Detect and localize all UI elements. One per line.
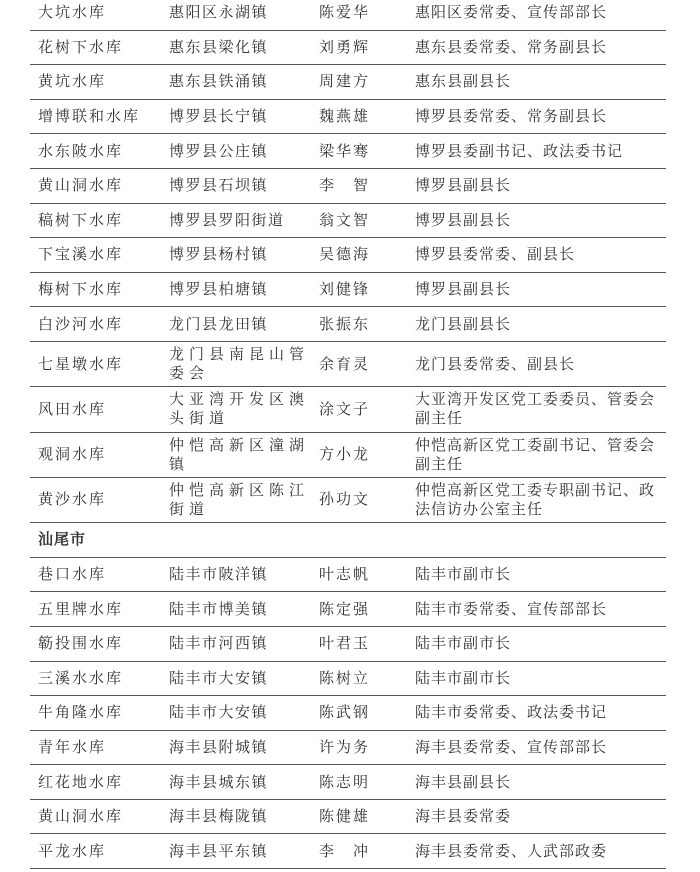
location-cell: 海丰县附城镇: [169, 737, 269, 756]
table-row: [30, 696, 666, 731]
responsible-person-cell: 陈健雄: [319, 807, 371, 826]
reservoir-name-cell: 黄山洞水库: [38, 176, 124, 195]
responsible-person-cell: 魏燕雄: [319, 107, 371, 126]
location-cell: 博罗县公庄镇: [169, 141, 269, 160]
table-row: [30, 800, 666, 835]
table-row: [30, 273, 666, 308]
section-title: 汕尾市: [38, 530, 87, 549]
position-title-cell: 海丰县委常委、宣传部部长: [415, 737, 608, 756]
responsible-person-cell: 叶志帆: [319, 565, 371, 584]
position-title-cell: 陆丰市副市长: [415, 668, 512, 687]
responsible-person-cell: 周建方: [319, 72, 371, 91]
reservoir-name-cell: 青年水库: [38, 737, 107, 756]
position-title-cell: 仲恺高新区党工委专职副书记、政法信访办公室主任: [415, 480, 656, 518]
reservoir-name-cell: 增博联和水库: [38, 107, 141, 126]
reservoir-name-cell: 七星墩水库: [38, 354, 124, 373]
location-cell: 惠东县铁涌镇: [169, 72, 269, 91]
responsible-person-cell: 孙功文: [319, 490, 371, 509]
location-cell: 海丰县平东镇: [169, 841, 269, 860]
location-cell: 博罗县长宁镇: [169, 107, 269, 126]
position-title-cell: 陆丰市副市长: [415, 565, 512, 584]
reservoir-name-cell: 下宝溪水库: [38, 245, 124, 264]
reservoir-name-cell: 五里牌水库: [38, 599, 124, 618]
responsible-person-cell: 翁文智: [319, 210, 371, 229]
reservoir-name-cell: 黄山洞水库: [38, 807, 124, 826]
table-row: [30, 387, 666, 432]
responsible-person-cell: 陈志明: [319, 772, 371, 791]
section-header-row: [30, 523, 666, 558]
location-cell: 惠阳区永湖镇: [169, 3, 269, 22]
position-title-cell: 博罗县委副书记、政法委书记: [415, 141, 624, 160]
reservoir-name-cell: 红花地水库: [38, 772, 124, 791]
location-cell: 海丰县梅陇镇: [169, 807, 269, 826]
table-row: [30, 134, 666, 169]
location-cell: 陆丰市大安镇: [169, 703, 269, 722]
responsible-person-cell: 余育灵: [319, 354, 371, 373]
responsible-person-cell: 刘勇辉: [319, 37, 371, 56]
table-row: [30, 31, 666, 66]
table-row: [30, 592, 666, 627]
table-row: [30, 731, 666, 766]
position-title-cell: 博罗县委常委、副县长: [415, 245, 576, 264]
location-cell: 博罗县柏塘镇: [169, 280, 269, 299]
table-row: [30, 478, 666, 523]
responsible-person-cell: 涂文子: [319, 399, 371, 418]
position-title-cell: 龙门县委常委、副县长: [415, 354, 576, 373]
table-row: [30, 0, 666, 31]
position-title-cell: 海丰县委常委、人武部政委: [415, 841, 608, 860]
position-title-cell: 海丰县委常委: [415, 807, 512, 826]
reservoir-name-cell: 牛角隆水库: [38, 703, 124, 722]
position-title-cell: 惠阳区委常委、宣传部部长: [415, 3, 608, 22]
location-cell: 龙门县南昆山管委会: [169, 345, 310, 383]
responsible-person-cell: 许为务: [319, 737, 371, 756]
position-title-cell: 仲恺高新区党工委副书记、管委会副主任: [415, 435, 656, 473]
location-cell: 陆丰市大安镇: [169, 668, 269, 687]
location-cell: 陆丰市河西镇: [169, 634, 269, 653]
table-row: [30, 662, 666, 697]
reservoir-name-cell: 观洞水库: [38, 445, 107, 464]
reservoir-name-cell: 水东陂水库: [38, 141, 124, 160]
location-cell: 博罗县石坝镇: [169, 176, 269, 195]
responsible-person-cell: 陈树立: [319, 668, 371, 687]
reservoir-name-cell: 稿树下水库: [38, 210, 124, 229]
table-row: [30, 342, 666, 387]
reservoir-name-cell: 簕投围水库: [38, 634, 124, 653]
reservoir-name-cell: 风田水库: [38, 399, 107, 418]
position-title-cell: 大亚湾开发区党工委委员、管委会副主任: [415, 390, 656, 428]
table-row: [30, 238, 666, 273]
table-row: [30, 65, 666, 100]
position-title-cell: 惠东县副县长: [415, 72, 512, 91]
location-cell: 陆丰市博美镇: [169, 599, 269, 618]
table-row: [30, 765, 666, 800]
table-row: [30, 100, 666, 135]
responsible-person-cell: 刘健锋: [319, 280, 371, 299]
location-cell: 大亚湾开发区澳头街道: [169, 390, 310, 428]
table-row: [30, 204, 666, 239]
reservoir-name-cell: 平龙水库: [38, 841, 107, 860]
responsible-person-cell: 叶君玉: [319, 634, 371, 653]
table-row: [30, 834, 666, 869]
responsible-person-cell: 李 冲: [319, 841, 371, 860]
responsible-person-cell: 陈武钢: [319, 703, 371, 722]
table-row: [30, 627, 666, 662]
location-cell: 仲恺高新区潼湖镇: [169, 435, 310, 473]
position-title-cell: 海丰县副县长: [415, 772, 512, 791]
responsible-person-cell: 陈爱华: [319, 3, 371, 22]
position-title-cell: 博罗县委常委、常务副县长: [415, 107, 608, 126]
location-cell: 博罗县杨村镇: [169, 245, 269, 264]
position-title-cell: 陆丰市副市长: [415, 634, 512, 653]
reservoir-name-cell: 黄坑水库: [38, 72, 107, 91]
table-row: [30, 433, 666, 478]
location-cell: 惠东县梁化镇: [169, 37, 269, 56]
reservoir-name-cell: 梅树下水库: [38, 280, 124, 299]
position-title-cell: 陆丰市委常委、宣传部部长: [415, 599, 608, 618]
reservoir-name-cell: 大坑水库: [38, 3, 107, 22]
position-title-cell: 陆丰市委常委、政法委书记: [415, 703, 608, 722]
location-cell: 海丰县城东镇: [169, 772, 269, 791]
responsible-person-cell: 张振东: [319, 314, 371, 333]
location-cell: 仲恺高新区陈江街道: [169, 480, 310, 518]
position-title-cell: 龙门县副县长: [415, 314, 512, 333]
location-cell: 陆丰市陂洋镇: [169, 565, 269, 584]
position-title-cell: 博罗县副县长: [415, 280, 512, 299]
reservoir-name-cell: 花树下水库: [38, 37, 124, 56]
responsible-person-cell: 方小龙: [319, 445, 371, 464]
responsible-person-cell: 吴德海: [319, 245, 371, 264]
table-row: [30, 558, 666, 593]
reservoir-name-cell: 三溪水水库: [38, 668, 124, 687]
responsible-person-cell: 梁华骞: [319, 141, 371, 160]
table-row: [30, 169, 666, 204]
responsible-person-cell: 陈定强: [319, 599, 371, 618]
reservoir-name-cell: 巷口水库: [38, 565, 107, 584]
responsible-person-cell: 李 智: [319, 176, 371, 195]
reservoir-responsibility-table: [30, 0, 666, 869]
reservoir-name-cell: 黄沙水库: [38, 490, 107, 509]
reservoir-name-cell: 白沙河水库: [38, 314, 124, 333]
location-cell: 龙门县龙田镇: [169, 314, 269, 333]
position-title-cell: 博罗县副县长: [415, 210, 512, 229]
table-row: [30, 307, 666, 342]
position-title-cell: 惠东县委常委、常务副县长: [415, 37, 608, 56]
location-cell: 博罗县罗阳街道: [169, 210, 285, 229]
position-title-cell: 博罗县副县长: [415, 176, 512, 195]
